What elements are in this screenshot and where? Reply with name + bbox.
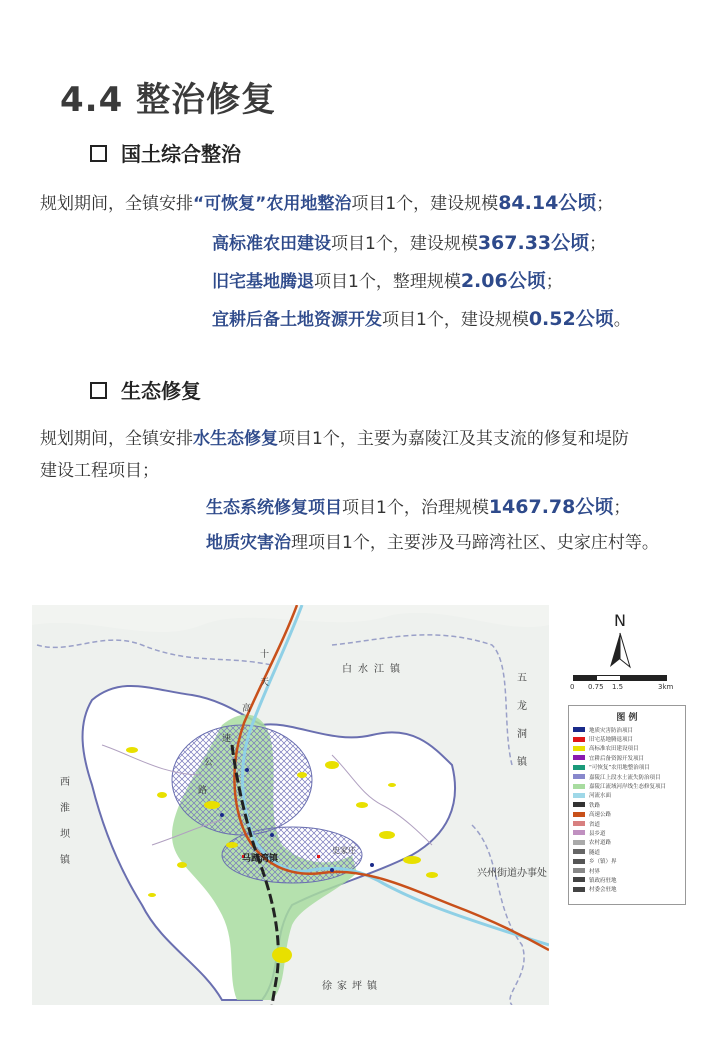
map-label: 路	[198, 786, 208, 796]
legend-label: 地质灾害防治项目	[589, 727, 634, 734]
highlight-text: 水生态修复	[193, 429, 278, 449]
highlight-number: 367.33公顷	[477, 232, 590, 254]
map-label: 天	[260, 678, 270, 688]
checkbox-square-icon	[90, 145, 107, 162]
legend-item	[573, 866, 681, 875]
legend-label: 河流水面	[589, 793, 612, 800]
highlight-number: 1467.78公顷	[488, 496, 614, 518]
legend-swatch	[573, 830, 585, 835]
text: 规划期间，全镇安排	[40, 194, 193, 214]
legend-item	[573, 791, 681, 800]
text: 项目1个，建设规模	[331, 234, 478, 254]
legend-label: 高标准农田建设项目	[589, 746, 639, 753]
map-label: 兴州街道办事处	[477, 868, 547, 879]
legend-swatch	[573, 784, 585, 789]
legend-item	[573, 875, 681, 884]
highlight-number: 0.52公顷	[528, 308, 614, 330]
section-heading-ecology	[90, 375, 201, 404]
legend-swatch	[573, 849, 585, 854]
legend-label: 嘉陵江流域河岸线生态修复项目	[589, 784, 667, 791]
legend-label: 镇政府驻地	[589, 877, 617, 884]
legend-label: 隧道	[589, 849, 601, 856]
legend-label: 村界	[589, 868, 601, 875]
text: 项目1个，建设规模	[382, 310, 529, 330]
legend-item	[573, 885, 681, 894]
legend-label: “可恢复”农用地整治项目	[589, 765, 650, 772]
legend-swatch	[573, 793, 585, 798]
legend-box	[568, 705, 686, 905]
legend-swatch	[573, 812, 585, 817]
legend-swatch	[573, 840, 585, 845]
map-legend-panel	[558, 605, 688, 1005]
planning-map	[32, 605, 549, 1005]
text: 项目1个，建设规模	[351, 194, 499, 214]
paragraph-line	[212, 266, 563, 293]
legend-item	[573, 819, 681, 828]
legend-label: 县乡道	[589, 830, 606, 837]
map-label: 徐家坪镇	[322, 981, 382, 992]
text: ；	[613, 498, 631, 518]
legend-label: 省道	[589, 821, 601, 828]
legend-swatch	[573, 737, 585, 742]
section-title: 国土综合整治	[121, 142, 241, 166]
legend-item	[573, 838, 681, 847]
map-label: 马蹄湾镇	[242, 854, 279, 864]
legend-swatch	[573, 802, 585, 807]
highlight-text: 旧宅基地腾退	[212, 272, 314, 292]
legend-label: 嘉陵江上段水土流失防治项目	[589, 774, 661, 781]
paragraph-line	[212, 228, 606, 255]
paragraph-line	[206, 528, 659, 553]
text: ；	[596, 194, 614, 214]
map-label: 西淮坝镇	[60, 777, 70, 866]
highlight-number: 84.14公顷	[498, 192, 597, 214]
paragraph-line: 建设工程项目；	[40, 461, 159, 481]
legend-item	[573, 725, 681, 734]
legend-swatch	[573, 859, 585, 864]
map-label: 白水江镇	[342, 664, 406, 675]
legend-item	[573, 734, 681, 743]
scale-bar	[573, 675, 667, 681]
paragraph-line	[40, 424, 629, 449]
section-heading-land	[90, 138, 241, 167]
scale-label: 0	[570, 683, 575, 691]
legend-item	[573, 772, 681, 781]
scale-label: 3km	[658, 683, 674, 691]
legend-swatch	[573, 868, 585, 873]
legend-item	[573, 856, 681, 865]
legend-title: 图 例	[616, 713, 638, 723]
legend-item	[573, 828, 681, 837]
legend-item	[573, 744, 681, 753]
legend-swatch	[573, 774, 585, 779]
section-title: 生态修复	[121, 379, 201, 403]
highlight-number: 2.06公顷	[460, 270, 546, 292]
page-title: 4.4 整治修复	[60, 80, 277, 120]
legend-swatch	[573, 746, 585, 751]
text: 项目1个，治理规模	[342, 498, 489, 518]
map-label: 十	[260, 650, 270, 660]
highlight-text: 高标准农田建设	[212, 234, 331, 254]
text: 。	[613, 310, 631, 330]
legend-swatch	[573, 887, 585, 892]
legend-label: 农村道路	[589, 840, 612, 847]
legend-label: 村委会驻地	[589, 887, 617, 894]
paragraph-line	[212, 304, 631, 331]
north-label: N	[614, 611, 626, 630]
legend-label: 铁路	[589, 802, 601, 809]
legend-swatch	[573, 877, 585, 882]
text: ；	[545, 272, 563, 292]
highlight-text: 地质灾害治	[206, 533, 291, 553]
legend-label: 旧宅基地腾退项目	[589, 737, 634, 744]
legend-swatch	[573, 765, 585, 770]
map-label: 高	[242, 704, 252, 714]
legend-item	[573, 847, 681, 856]
map-label: 史家庄	[332, 846, 356, 855]
legend-item	[573, 800, 681, 809]
text: ；	[589, 234, 607, 254]
text: 理项目1个，主要涉及马蹄湾社区、史家庄村等。	[291, 533, 659, 553]
map-label: 公	[204, 758, 214, 768]
legend-item	[573, 763, 681, 772]
legend-label: 高速公路	[589, 812, 612, 819]
legend-items	[573, 725, 681, 894]
legend-swatch	[573, 755, 585, 760]
map-label: 五龙洞镇	[517, 673, 527, 768]
text: 项目1个，整理规模	[314, 272, 461, 292]
legend-item	[573, 781, 681, 790]
highlight-text: “可恢复”农用地整治	[193, 194, 352, 214]
legend-swatch	[573, 821, 585, 826]
scale-label: 0.75	[588, 683, 604, 691]
scale-label: 1.5	[612, 683, 624, 691]
map-svg	[32, 605, 549, 1005]
legend-swatch	[573, 727, 585, 732]
legend-label: 宜耕后备资源开发项目	[589, 755, 645, 762]
highlight-text: 生态系统修复项目	[206, 498, 342, 518]
paragraph-line	[40, 188, 613, 215]
legend-item	[573, 753, 681, 762]
paragraph-line	[206, 492, 630, 519]
text: 规划期间，全镇安排	[40, 429, 193, 449]
legend-label: 乡（镇）界	[589, 859, 617, 866]
checkbox-square-icon	[90, 382, 107, 399]
highlight-text: 宜耕后备土地资源开发	[212, 310, 382, 330]
map-label: 速	[222, 734, 232, 744]
legend-item	[573, 810, 681, 819]
text: 项目1个，主要为嘉陵江及其支流的修复和堤防	[278, 429, 629, 449]
